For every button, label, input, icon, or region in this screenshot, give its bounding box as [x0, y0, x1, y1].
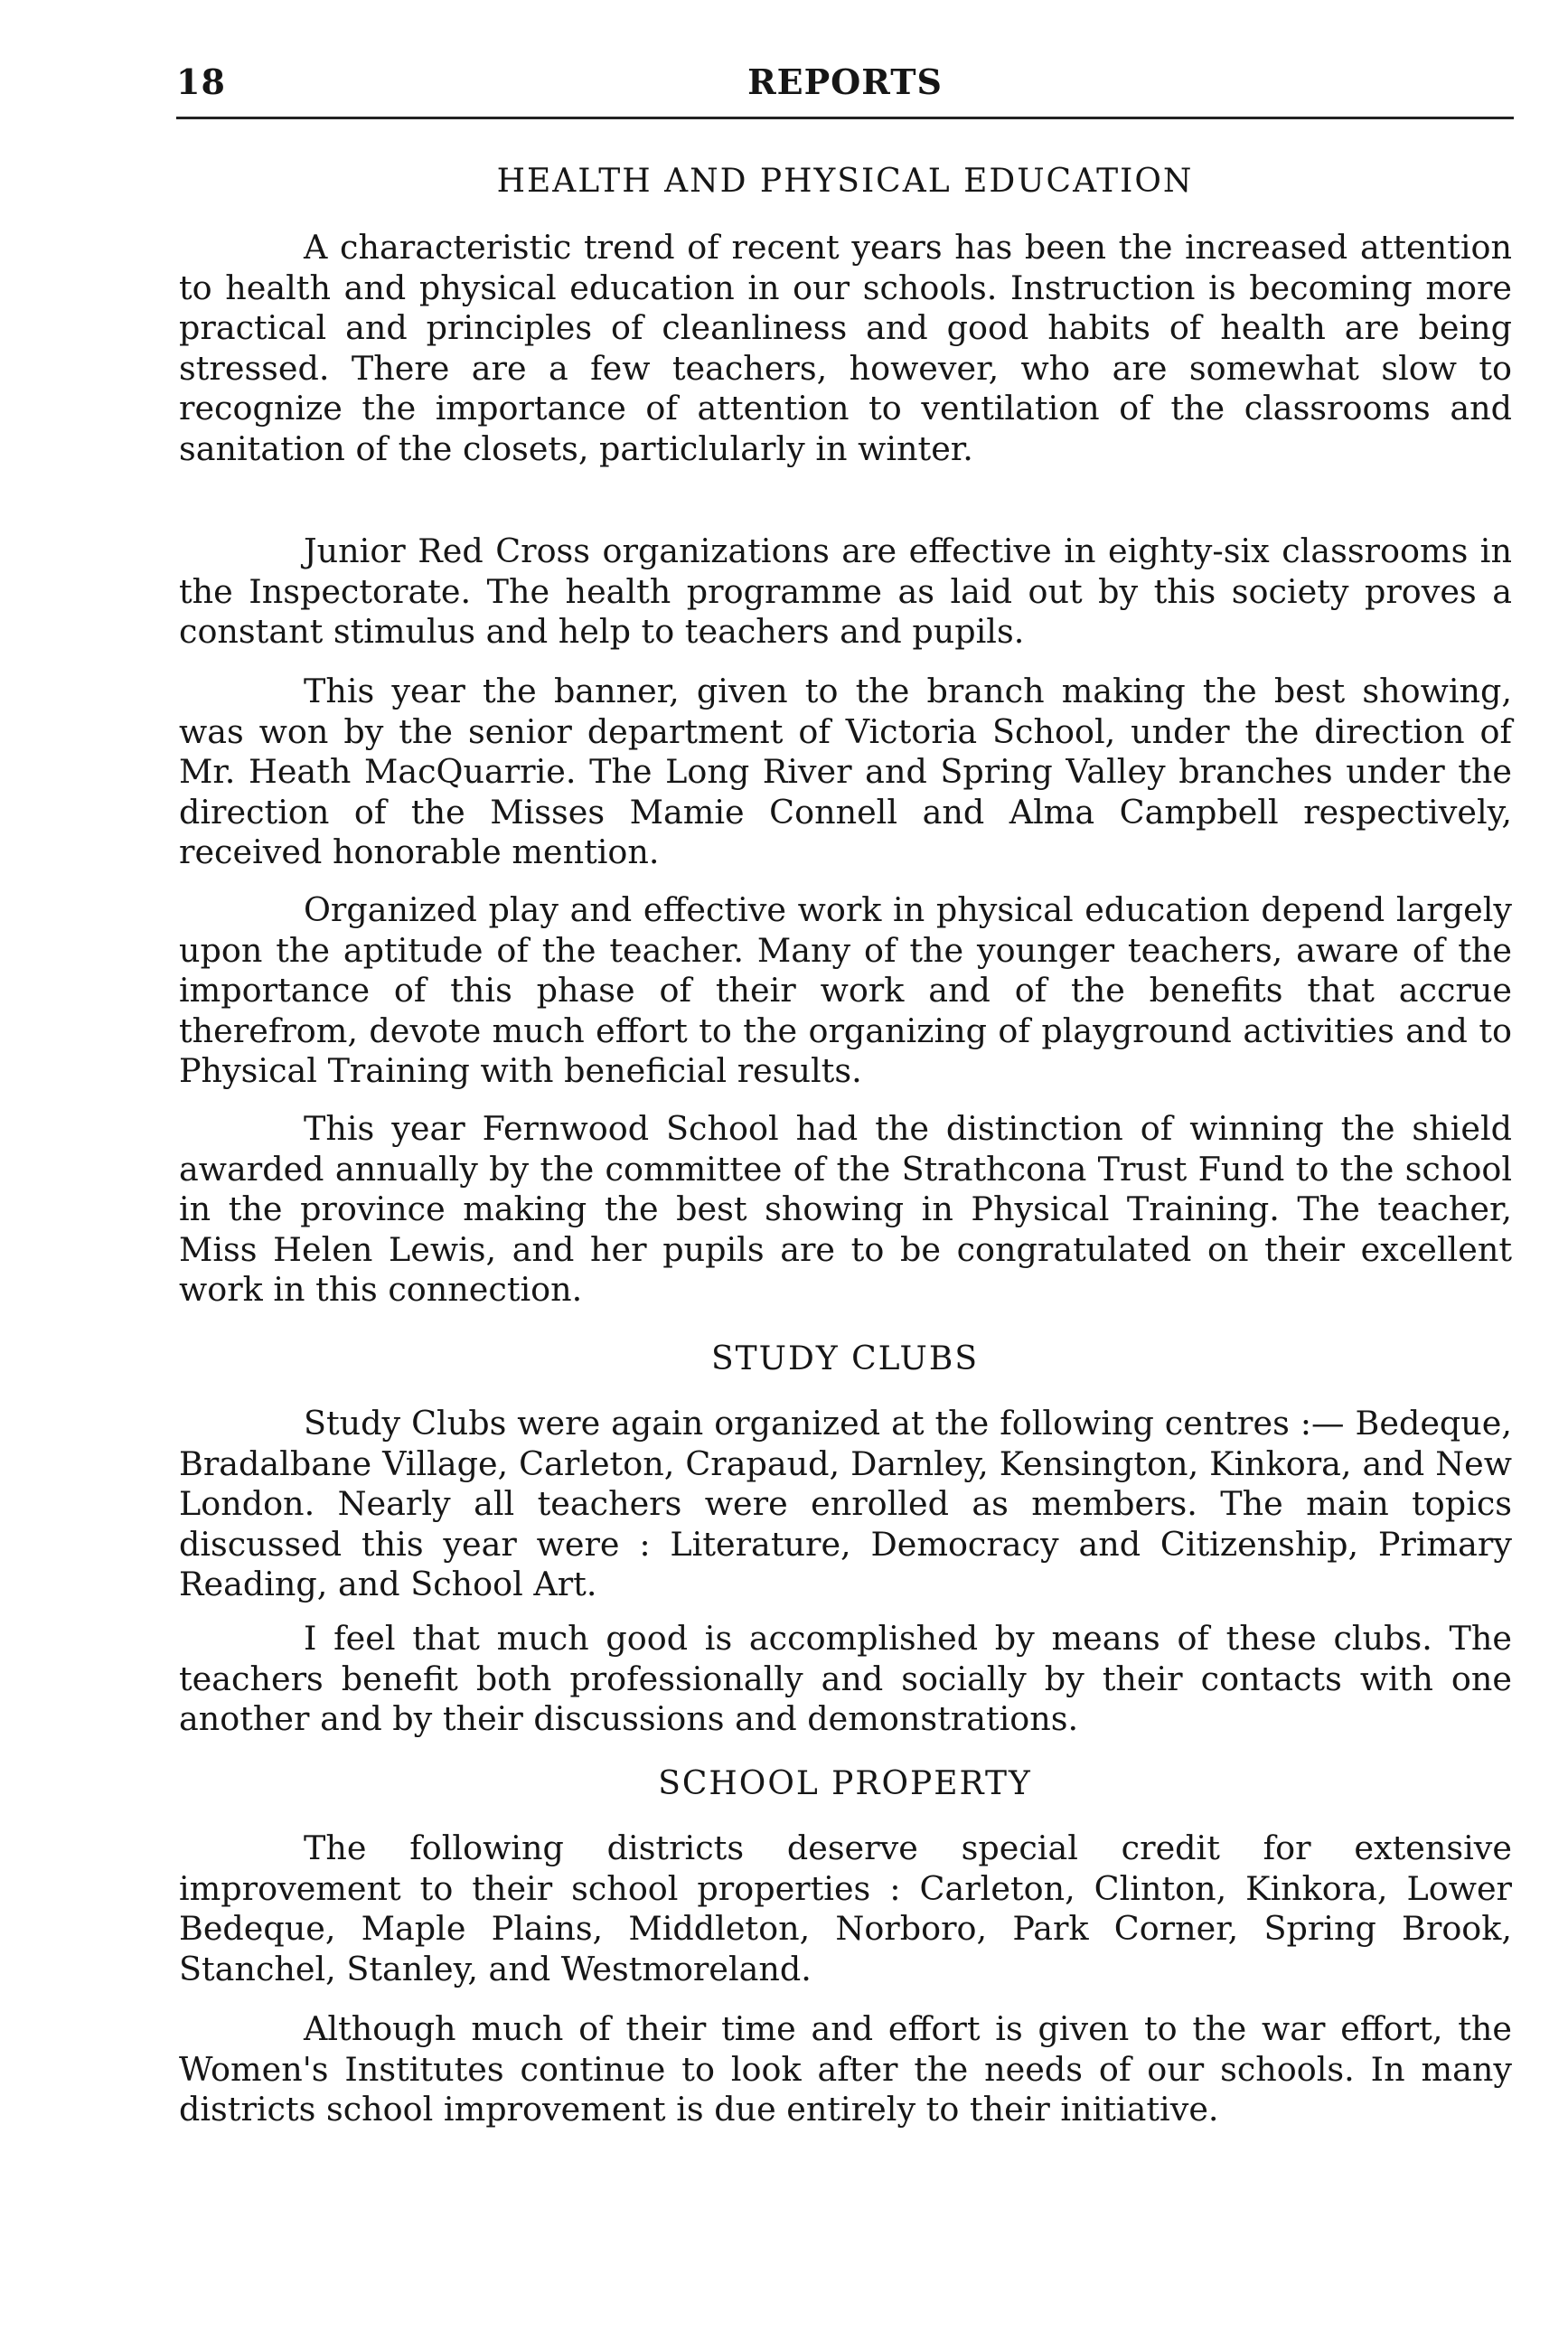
paragraph-school-property: The following districts deserve special credit for extensive improvement to their school properties : Carleton, Clinton, Kinkora, Lower Bedeque, Maple Plains, Middleton, Norboro, Park Corner, Spring Brook, Stanchel, Stanley, and Westmoreland.	[179, 1828, 1512, 1988]
section-heading-school-property: SCHOOL PROPERTY	[658, 1765, 1032, 1802]
paragraph-red-cross: Junior Red Cross organizations are effective in eighty-six classrooms in the Inspectorate. The health programme as laid out by this society proves a constant stimulus and help to teachers and pupils.	[179, 531, 1512, 651]
paragraph-womens-institutes: Although much of their time and effort is given to the war effort, the Women's Institutes continue to look after the needs of our schools. In many districts school improvement is due entirely to their initiative.	[179, 2009, 1512, 2129]
paragraph-organized-play: Organized play and effective work in physical education depend largely upon the aptitude of the teacher. Many of the younger teachers, aware of the importance of this phase of their work and of the benefits that accrue therefrom, devote much effort to the organizing of playground activities and to Physical Training with beneficial results.	[179, 890, 1512, 1090]
paragraph-fernwood: This year Fernwood School had the distinction of winning the shield awarded annually by the committee of the Strathcona Trust Fund to the school in the province making the best showing in Physical Training. The teacher, Miss Helen Lewis, and her pupils are to be congratulated on their excellent work in this connection.	[179, 1109, 1512, 1309]
running-title: REPORTS	[747, 61, 943, 102]
header-rule	[176, 117, 1514, 119]
section-heading-study-clubs: STUDY CLUBS	[710, 1340, 980, 1377]
paragraph-health-trend: A characteristic trend of recent years has been the increased attention to health and physical education in our schools. Instruction is becoming more practical and principles of cleanliness and good habits of health are being stressed. There are a few teachers, however, who are somewhat slow to recognize the importance of attention to ventilation of the classrooms and sanitation of the closets, particlularly in winter.	[179, 228, 1512, 468]
paragraph-study-clubs: Study Clubs were again organized at the following centres :— Bedeque, Bradalbane Village, Carleton, Crapaud, Darnley, Kensington, Kinkora, and New London. Nearly all teachers were enrolled as members. The main topics discussed this year were : Literature, Democracy and Citizenship, Primary Reading, and School Art.	[179, 1404, 1512, 1603]
page-header	[176, 61, 1514, 116]
page-number: 18	[176, 61, 226, 102]
section-heading-health: HEALTH AND PHYSICAL EDUCATION	[496, 163, 1194, 200]
paragraph-banner: This year the banner, given to the branch making the best showing, was won by the senior department of Victoria School, under the direction of Mr. Heath MacQuarrie. The Long River and Spring Valley branches under the direction of the Misses Mamie Connell and Alma Campbell respectively, received honorable mention.	[179, 672, 1512, 871]
paragraph-clubs-benefit: I feel that much good is accomplished by means of these clubs. The teachers benefit both professionally and socially by their contacts with one another and by their discussions and demonstrations.	[179, 1619, 1512, 1738]
